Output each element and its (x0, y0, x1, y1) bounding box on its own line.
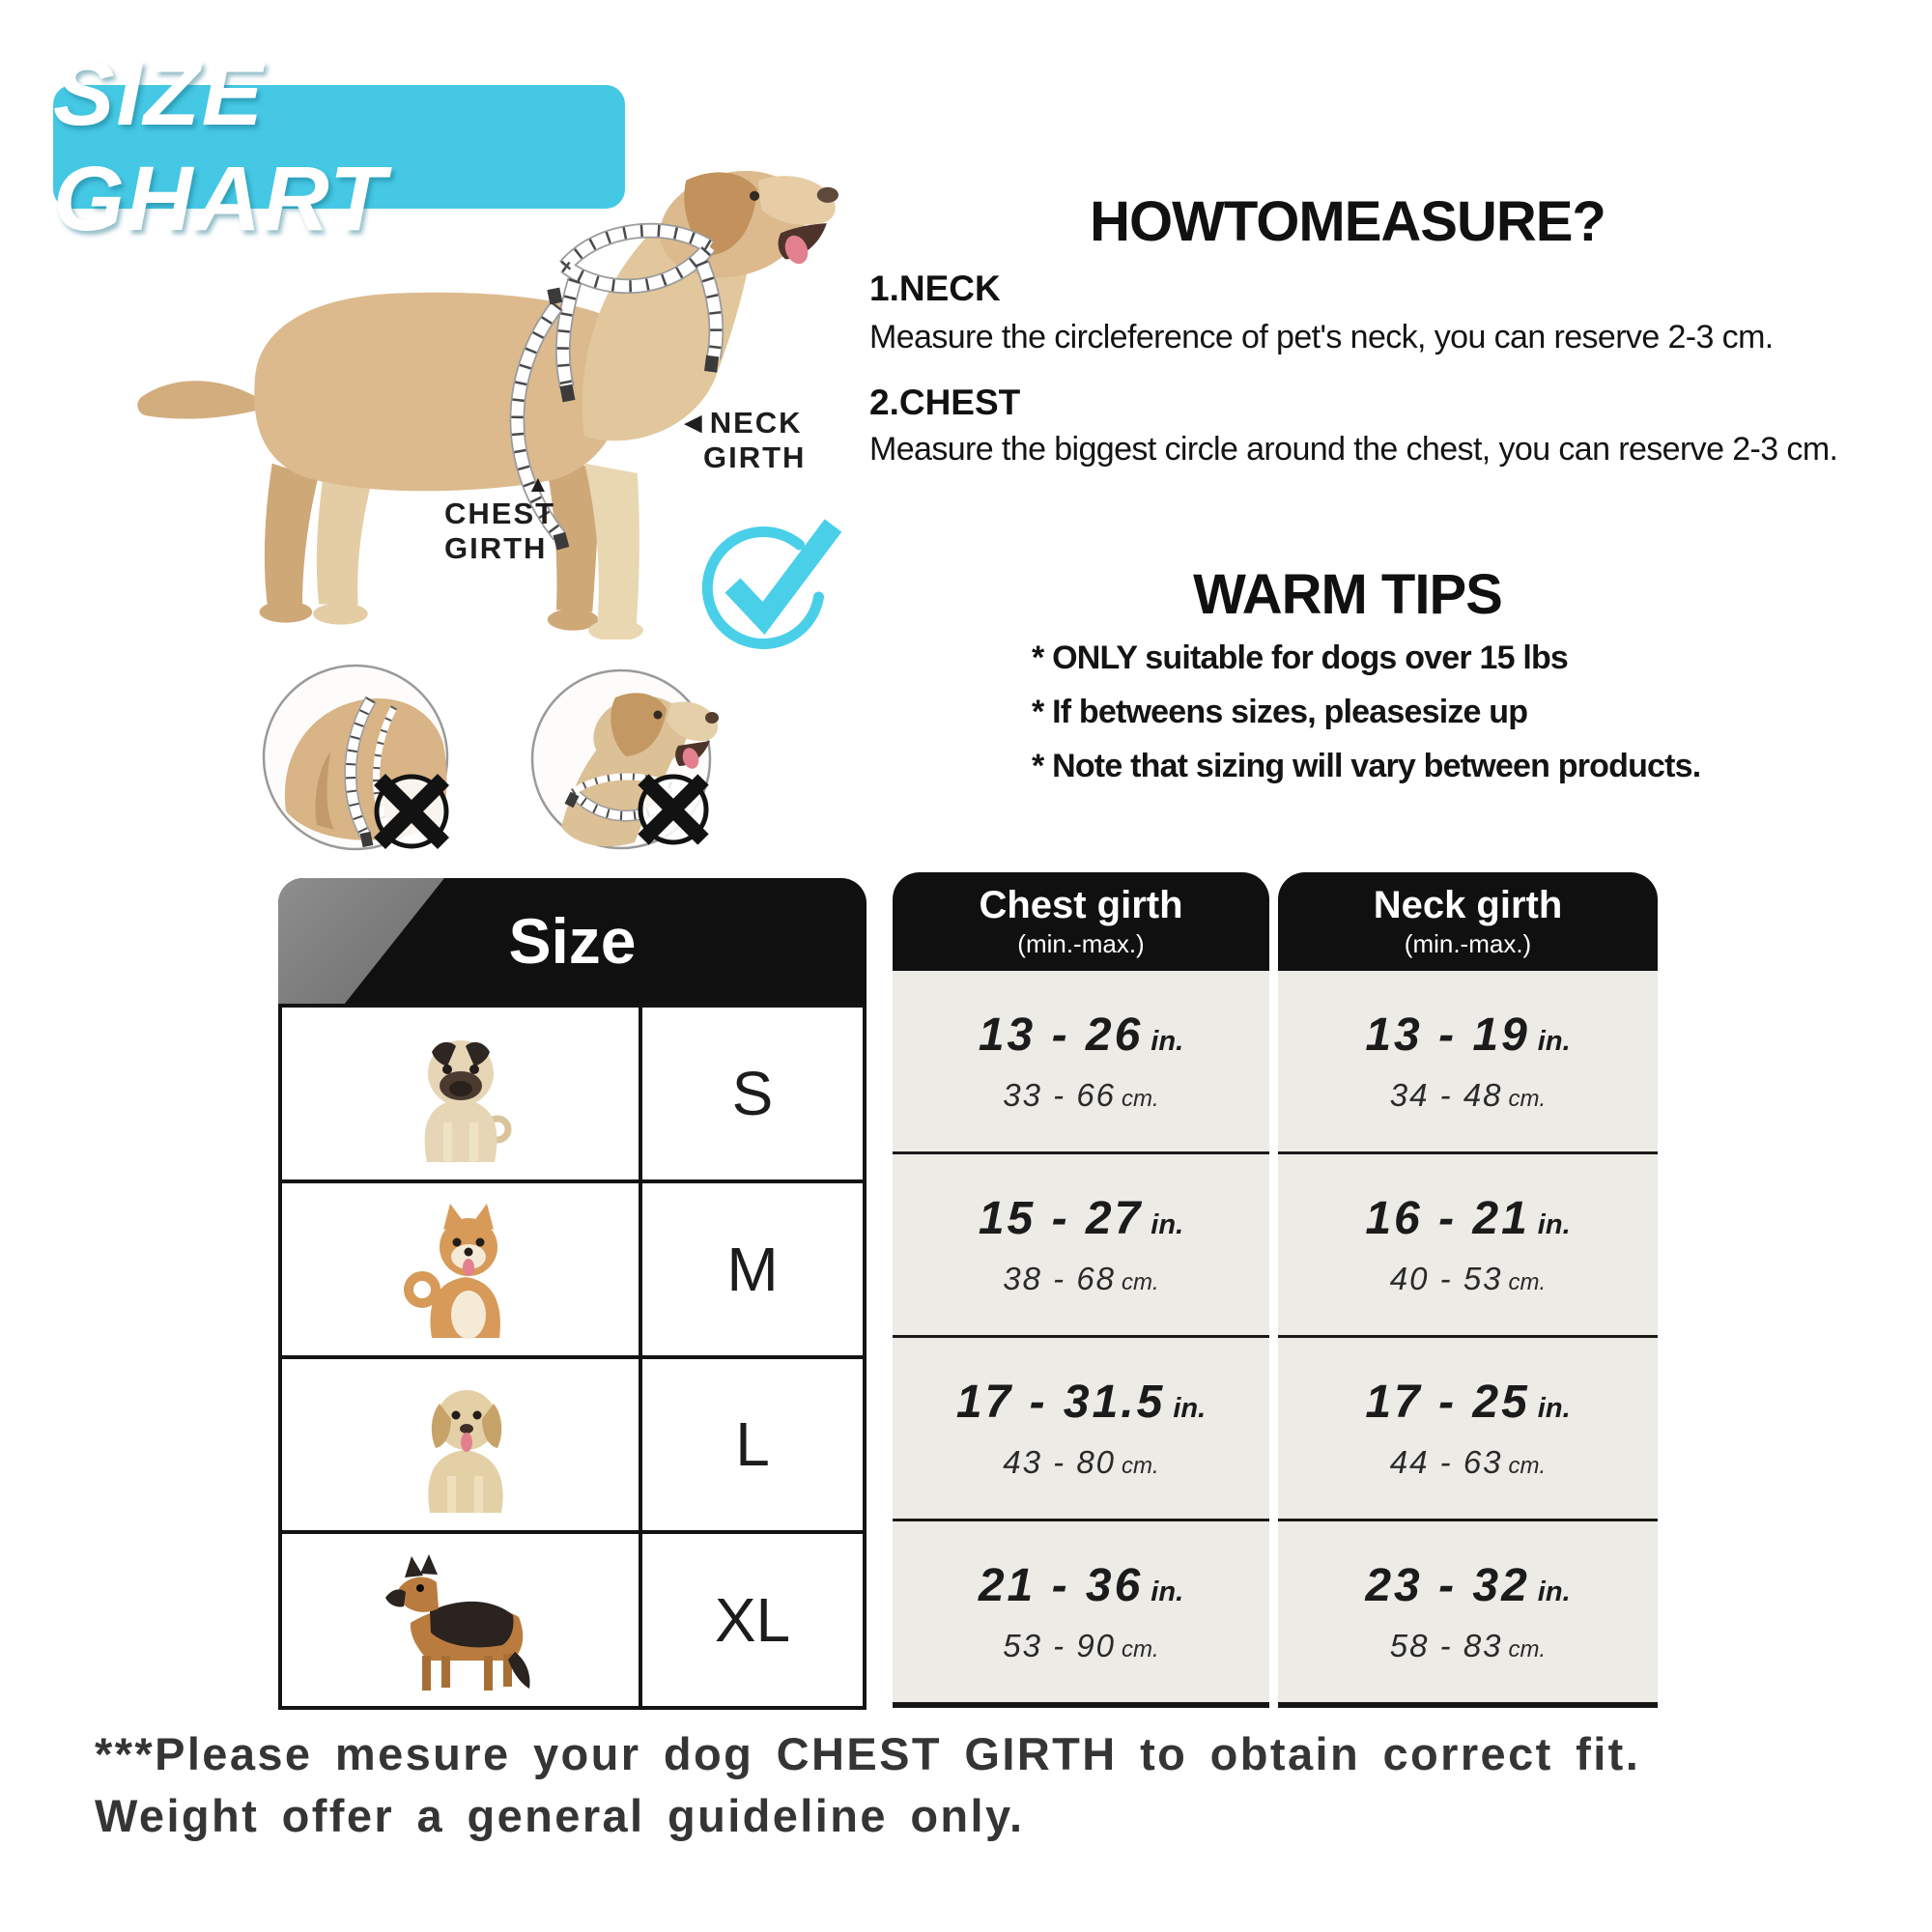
wrong-neck-measurement-image (526, 665, 724, 863)
neck-girth-header (1278, 872, 1658, 971)
size-label-m: M (639, 1183, 863, 1355)
neck-girth-subtitle: (min.-max.) (1404, 929, 1532, 958)
size-table (278, 878, 867, 1710)
warm-tips-heading: WARM TIPS (1193, 563, 1502, 626)
footnote-line-2: Weight offer a general guideline only. (95, 1790, 1025, 1841)
chest-girth-m: 15 - 27 in. 38 - 68 cm. (893, 1151, 1269, 1335)
chest-girth-subtitle: (min.-max.) (1017, 929, 1145, 958)
footnote-line-1: ***Please mesure your dog CHEST GIRTH to obtain correct fit. (95, 1728, 1641, 1779)
neck-girth-l: 17 - 25 in. 44 - 63 cm. (1278, 1335, 1658, 1519)
size-column-title: Size (508, 905, 637, 977)
neck-girth-s: 13 - 19 in. 34 - 48 cm. (1365, 1009, 1571, 1113)
chest-girth-xl: 21 - 36 in. 53 - 90 cm. (893, 1519, 1269, 1702)
chest-girth-header (893, 872, 1269, 971)
check-circle-icon (688, 502, 847, 657)
neck-girth-values (1278, 971, 1658, 1708)
neck-girth-column (1278, 872, 1658, 1708)
page-title: SIZE GHART (53, 43, 388, 250)
neck-girth-title: Neck girth (1373, 884, 1563, 926)
chest-girth-label: CHEST GIRTH (444, 497, 556, 565)
neck-girth-m: 16 - 21 in. 40 - 53 cm. (1278, 1151, 1658, 1335)
up-arrow-icon: ▲ (526, 471, 550, 497)
size-table-body (278, 1004, 867, 1710)
table-row-m (282, 1183, 863, 1359)
step-2-label: 2.CHEST (869, 383, 1021, 422)
step-1-text: Measure the circleference of pet's neck, you can reserve 2-3 cm. (869, 319, 1774, 355)
dog-image-shiba (282, 1183, 639, 1355)
chest-girth-column (893, 872, 1269, 1708)
cross-icon (377, 777, 446, 846)
chest-girth-l: 17 - 31.5 in. 43 - 80 cm. (893, 1335, 1269, 1519)
how-to-measure-heading: HOWTOMEASURE? (1090, 190, 1605, 253)
step-2-text: Measure the biggest circle around the chest, you can reserve 2-3 cm. (869, 431, 1838, 468)
pug-image (384, 1021, 538, 1166)
chest-girth-values (893, 971, 1269, 1708)
warm-tips-list (1032, 639, 1700, 802)
labrador-image (384, 1372, 538, 1517)
dog-image-pug (282, 1008, 639, 1179)
size-label-s: S (639, 1008, 863, 1179)
dog-image-german-shepherd (282, 1534, 639, 1706)
tip-item: * Note that sizing will vary between products. (1032, 748, 1701, 784)
size-table-header (278, 878, 867, 1004)
table-row-xl (282, 1534, 863, 1706)
chest-girth-title: Chest girth (979, 884, 1183, 926)
step-1-label: 1.NECK (869, 269, 1001, 308)
tip-item: * If betweens sizes, pleasesize up (1032, 694, 1528, 730)
shiba-image (384, 1197, 538, 1342)
table-row-l (282, 1359, 863, 1535)
german-shepherd-image (384, 1548, 538, 1692)
neck-girth-xl: 23 - 32 in. 58 - 83 cm. (1278, 1519, 1658, 1702)
size-label-l: L (639, 1359, 863, 1531)
chest-girth-s: 13 - 26 in. 33 - 66 cm. (978, 1009, 1184, 1113)
size-label-xl: XL (639, 1534, 863, 1706)
tip-item: * ONLY suitable for dogs over 15 lbs (1032, 639, 1569, 676)
neck-girth-label: ◄NECK GIRTH (678, 406, 807, 474)
table-row-s (282, 1008, 863, 1183)
cross-icon (640, 777, 706, 842)
left-arrow-icon: ◄ (678, 406, 710, 440)
dog-image-labrador (282, 1359, 639, 1531)
wrong-chest-measurement-image (259, 659, 468, 867)
